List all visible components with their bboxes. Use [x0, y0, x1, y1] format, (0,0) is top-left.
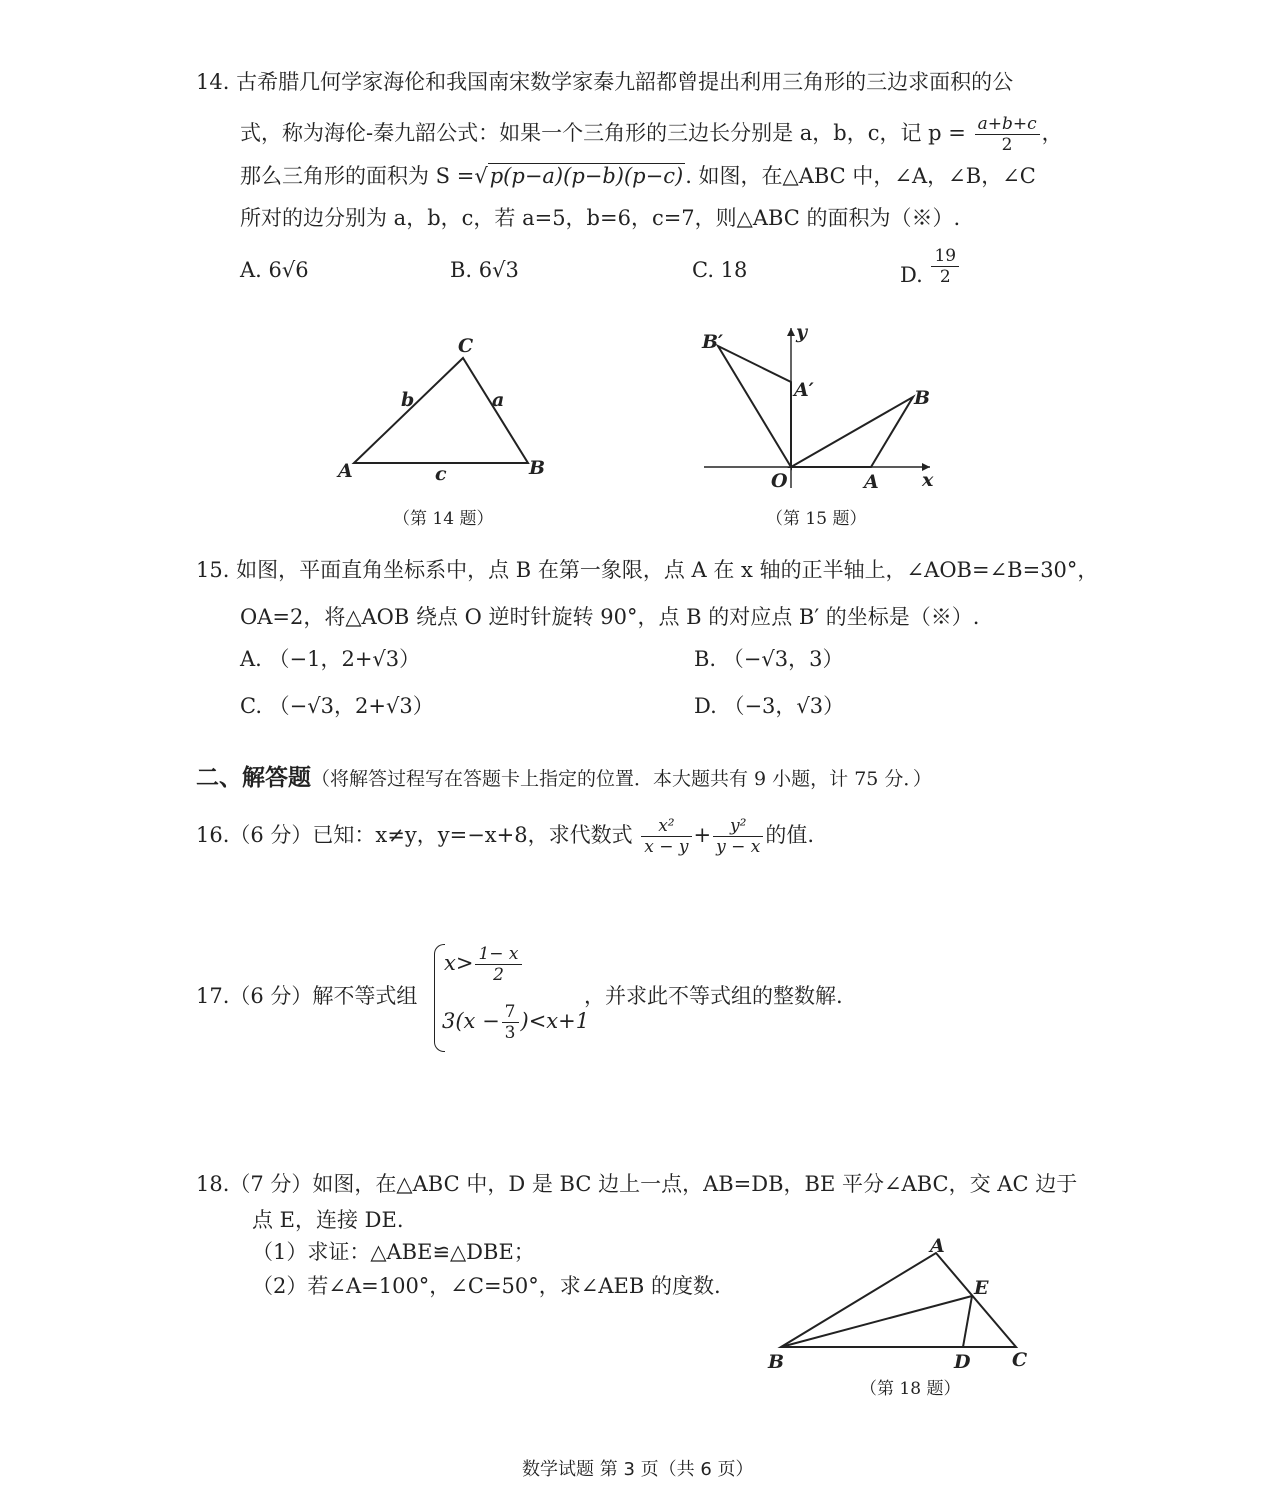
q14-line1: 14. 古希腊几何学家海伦和我国南宋数学家秦九韶都曾提出利用三角形的三边求面积的公: [196, 70, 1014, 94]
fig14-label-b: b: [401, 389, 415, 411]
q18-sub2: （2）若∠A=100°，∠C=50°，求∠AEB 的度数.: [252, 1274, 721, 1298]
q15-option-a: A. （−1，2+√3）: [240, 647, 421, 671]
fig15-label-x: x: [922, 469, 934, 491]
q14-option-a: A. 6√6: [240, 258, 309, 282]
figure-18-triangle: [750, 1230, 1050, 1375]
fig18-label-D: D: [954, 1351, 971, 1373]
fig14-label-A: A: [338, 460, 353, 482]
q15-line2: OA=2，将△AOB 绕点 O 逆时针旋转 90°，点 B 的对应点 B′ 的坐标是（※）.: [240, 605, 980, 629]
fig14-caption: （第 14 题）: [393, 509, 494, 529]
fig15-label-B: B: [914, 387, 931, 409]
fig18-label-A: A: [930, 1235, 945, 1257]
q17-intro: 17.（6 分）解不等式组: [196, 984, 418, 1008]
figure-15-coordinate: [690, 320, 950, 495]
q15-option-b: B. （−√3，3）: [694, 647, 844, 671]
q15-option-d: D. （−3，√3）: [694, 694, 845, 718]
q18-sub1: （1）求证：△ABE≌△DBE；: [252, 1240, 535, 1264]
fig15-label-O: O: [771, 470, 788, 492]
q15-option-c: C. （−√3，2+√3）: [240, 694, 434, 718]
fig15-label-A: A: [864, 471, 879, 493]
fig15-caption: （第 15 题）: [766, 509, 867, 529]
q14-option-d-fraction: $\frac{19}{2}$: [931, 246, 959, 287]
fig15-label-y: y: [796, 321, 808, 343]
figure-14-triangle: [330, 330, 570, 490]
q16-fraction-1: $\frac{\text{x²}}{x - y}$: [641, 816, 691, 857]
sqrt-icon: √: [474, 164, 488, 188]
fig18-label-E: E: [974, 1277, 989, 1299]
q14-p-fraction: $\frac{a+b+c}{2}$: [975, 114, 1040, 155]
section2-title: 二、解答题: [196, 765, 311, 791]
section2-heading: [196, 764, 932, 793]
fig14-label-a: a: [492, 389, 505, 411]
q18-line2: 点 E，连接 DE.: [252, 1208, 404, 1232]
q14-option-c: C. 18: [692, 258, 748, 282]
fig15-label-Aprime: A′: [794, 379, 814, 401]
q17-inequality-2: 3(x − $\frac{7}{3}$ )<x+1: [442, 1002, 590, 1043]
fig14-label-B: B: [529, 457, 546, 479]
q18-line1: 18.（7 分）如图，在△ABC 中，D 是 BC 边上一点，AB=DB，BE 平分∠ABC，交 AC 边于: [196, 1172, 1078, 1196]
q16-fraction-2: $\frac{\text{y²}}{y - x}$: [713, 816, 763, 857]
fig18-caption: （第 18 题）: [860, 1379, 961, 1399]
q14-line2: 式，称为海伦-秦九韶公式：如果一个三角形的三边长分别是 a，b，c，记 p = $\frac{a+b+c}{2}$ ，: [240, 114, 1063, 155]
q14-line3: 那么三角形的面积为 S =√p(p−a)(p−b)(p−c). 如图，在△ABC 中，∠A，∠B，∠C: [240, 164, 1036, 188]
page-footer: 数学试题 第 3 页（共 6 页）: [522, 1459, 754, 1480]
q14-sqrt-body: p(p−a)(p−b)(p−c): [489, 164, 684, 188]
q14-option-d: D. $\frac{19}{2}$: [900, 246, 961, 287]
q14-option-b: B. 6√3: [450, 258, 519, 282]
q17-tail: ，并求此不等式组的整数解.: [584, 984, 843, 1008]
q14-line2-text: 式，称为海伦-秦九韶公式：如果一个三角形的三边长分别是 a，b，c，记 p =: [240, 121, 966, 145]
q14-line4: 所对的边分别为 a，b，c，若 a=5，b=6，c=7，则△ABC 的面积为（※）.: [240, 206, 961, 230]
fig15-label-Bprime: B′: [702, 331, 724, 353]
q16-line: 16.（6 分）已知：x≠y，y=−x+8，求代数式 $\frac{\text{x²}}{x - y}$ + $\frac{\text{y²}}{y - x}$ 的值.: [196, 816, 815, 857]
q17-inequality-1: x> $\frac{1- x}{2}$: [444, 944, 524, 985]
fig14-label-c: c: [435, 463, 447, 485]
q15-line1: 15. 如图，平面直角坐标系中，点 B 在第一象限，点 A 在 x 轴的正半轴上，∠AOB=∠B=30°，: [196, 558, 1099, 582]
fig18-label-C: C: [1012, 1349, 1028, 1371]
fig14-label-C: C: [458, 335, 474, 357]
section2-note: （将解答过程写在答题卡上指定的位置．本大题共有 9 小题，计 75 分．）: [311, 768, 932, 790]
fig18-label-B: B: [768, 1351, 785, 1373]
